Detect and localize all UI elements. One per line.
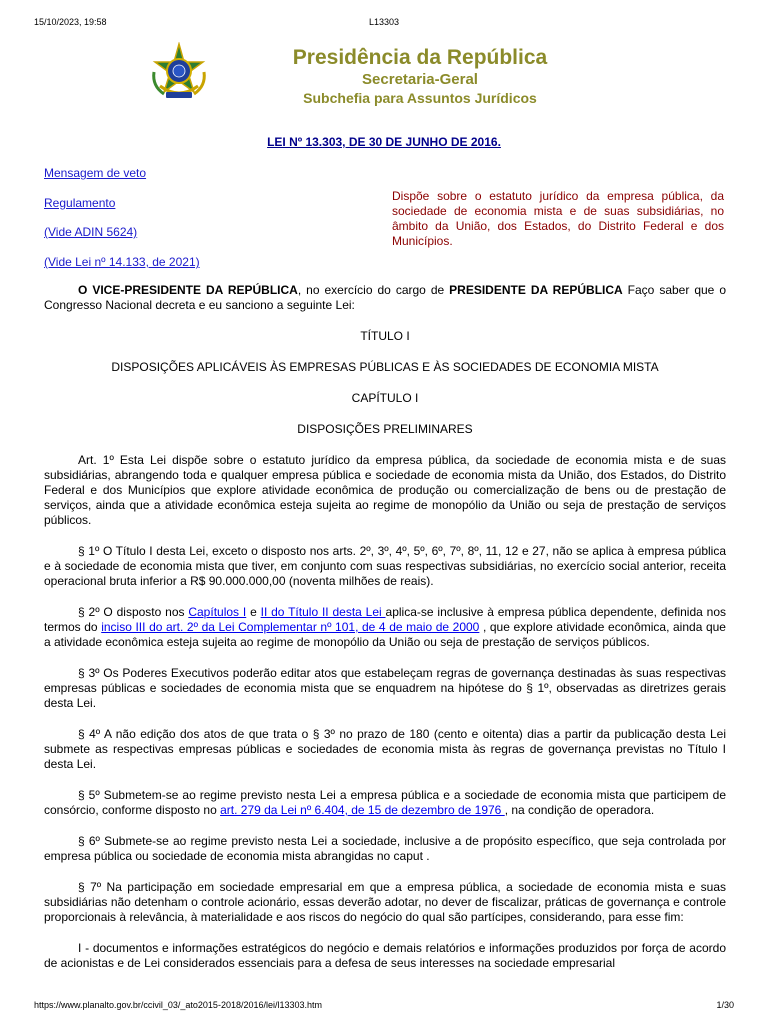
par2-text-3: aplica-se inclusive à empresa pública dependente, definida nos termos do <box>44 605 727 634</box>
titulo-heading: TÍTULO I <box>360 329 410 343</box>
brazil-coat-of-arms-icon <box>148 42 210 104</box>
preamble-bold-1: O VICE-PRESIDENTE DA REPÚBLICA <box>78 283 298 297</box>
law-title-row <box>0 135 768 149</box>
lei-6404-link[interactable]: art. 279 da Lei nº 6.404, de 15 de dezembro de 1976 <box>220 803 505 817</box>
masthead-subtitle2: Subchefia para Assuntos Jurídicos <box>303 90 537 106</box>
print-page-number: 1/30 <box>716 1000 734 1010</box>
par2-text-2: e <box>246 605 261 619</box>
par5-text-1: § 5º Submetem-se ao regime previsto nesta Lei a empresa pública e a sociedade de economia mista que participem de consórcio, conforme disposto no <box>44 788 726 817</box>
preamble <box>44 283 726 313</box>
print-doc-title: L13303 <box>368 17 400 27</box>
vide-adin-link[interactable]: (Vide ADIN 5624) <box>44 225 138 239</box>
vide-lei-link[interactable]: (Vide Lei nº 14.133, de 2021) <box>44 255 200 269</box>
regulation-link[interactable]: Regulamento <box>44 196 116 210</box>
paragraph-2 <box>44 605 726 650</box>
titulo-ii-link[interactable]: II do Título II desta Lei <box>260 605 386 619</box>
paragraph-4: § 4º A não edição dos atos de que trata o § 3º no prazo de 180 (cento e oitenta) dias a partir da publicação desta Lei submete as respectivas empresas públicas e sociedades de economia mista às regras de governança previstas no Título I desta Lei. <box>44 727 726 771</box>
par2-text-4: , que explore atividade econômica, ainda que a atividade econômica esteja sujeita ao regime de monopólio da União ou seja de prestação de serviços públicos. <box>44 620 726 649</box>
capitulos-link[interactable]: Capítulos I <box>188 605 247 619</box>
paragraph-1: § 1º O Título I desta Lei, exceto o disposto nos arts. 2º, 3º, 4º, 5º, 6º, 7º, 8º, 11, 12 e 27, não se aplica à empresa pública e à sociedade de economia mista que tiver, em conjunto com suas respectivas subsidiárias, no exercício social anterior, receita operacional bruta inferior a R$ 90.000.000,00 (noventa milhões de reais). <box>44 544 726 588</box>
masthead <box>230 45 610 107</box>
preamble-text-2: Faço saber que o Congresso Nacional decreta e eu sanciono a seguinte Lei: <box>44 283 726 312</box>
law-title-link[interactable]: LEI Nº 13.303, DE 30 DE JUNHO DE 2016. <box>267 135 501 149</box>
print-footer <box>34 1000 734 1014</box>
paragraph-5 <box>44 788 726 818</box>
masthead-title: Presidência da República <box>292 46 548 69</box>
veto-message-link[interactable]: Mensagem de veto <box>44 166 147 180</box>
law-body <box>44 283 726 987</box>
titulo-name: DISPOSIÇÕES APLICÁVEIS ÀS EMPRESAS PÚBLICAS E ÀS SOCIEDADES DE ECONOMIA MISTA <box>111 360 659 374</box>
capitulo-name: DISPOSIÇÕES PRELIMINARES <box>297 422 473 436</box>
preamble-text-1: , no exercício do cargo de <box>297 283 450 297</box>
article-1: Art. 1º Esta Lei dispõe sobre o estatuto jurídico da empresa pública, da sociedade de economia mista e de suas subsidiárias, abrangendo toda e qualquer empresa pública e sociedade de economia mista da União, dos Estados, do Distrito Federal e dos Municípios que explore atividade econômica de produção ou comercialização de bens ou de prestação de serviços, ainda que a atividade econômica esteja sujeita ao regime de monopólio da União ou seja de prestação de serviços públicos. <box>44 453 726 527</box>
paragraph-7: § 7º Na participação em sociedade empresarial em que a empresa pública, a sociedade de economia mista e suas subsidiárias não detenham o controle acionário, essas deverão adotar, no dever de fiscalizar, práticas de governança e controle proporcionais à relevância, à materialidade e aos riscos do negócio do qual são partícipes, considerando, para esse fim: <box>44 880 726 924</box>
lc-101-link[interactable]: inciso III do art. 2º da Lei Complementar nº 101, de 4 de maio de 2000 <box>101 620 480 634</box>
paragraph-6: § 6º Submete-se ao regime previsto nesta Lei a sociedade, inclusive a de propósito específico, que seja controlada por empresa pública ou sociedade de economia mista abrangidas no caput . <box>44 834 726 863</box>
paragraph-3: § 3º Os Poderes Executivos poderão editar atos que estabeleçam regras de governança destinadas às suas respectivas empresas públicas e sociedades de economia mista que se enquadrem na hipótese do § 1º, observadas as diretrizes gerais desta Lei. <box>44 666 726 710</box>
capitulo-heading: CAPÍTULO I <box>351 391 419 405</box>
inciso-1: I - documentos e informações estratégicos do negócio e demais relatórios e informações produzidos por força de acordo de acionistas e de Lei considerados essenciais para a defesa de seus interesses na sociedade empresarial <box>44 941 726 970</box>
preamble-bold-2: PRESIDENTE DA REPÚBLICA <box>449 283 623 297</box>
par5-text-2: , na condição de operadora. <box>504 803 655 817</box>
print-url: https://www.planalto.gov.br/ccivil_03/_ato2015-2018/2016/lei/l13303.htm <box>34 1000 323 1010</box>
print-date: 15/10/2023, 19:58 <box>34 17 107 27</box>
par2-text-1: § 2º O disposto nos <box>78 605 189 619</box>
masthead-subtitle: Secretaria-Geral <box>362 71 478 88</box>
ementa: Dispõe sobre o estatuto jurídico da empresa pública, da sociedade de economia mista e de suas subsidiárias, no âmbito da União, dos Estados, do Distrito Federal e dos Municípios. <box>392 189 724 248</box>
print-header <box>34 17 734 31</box>
